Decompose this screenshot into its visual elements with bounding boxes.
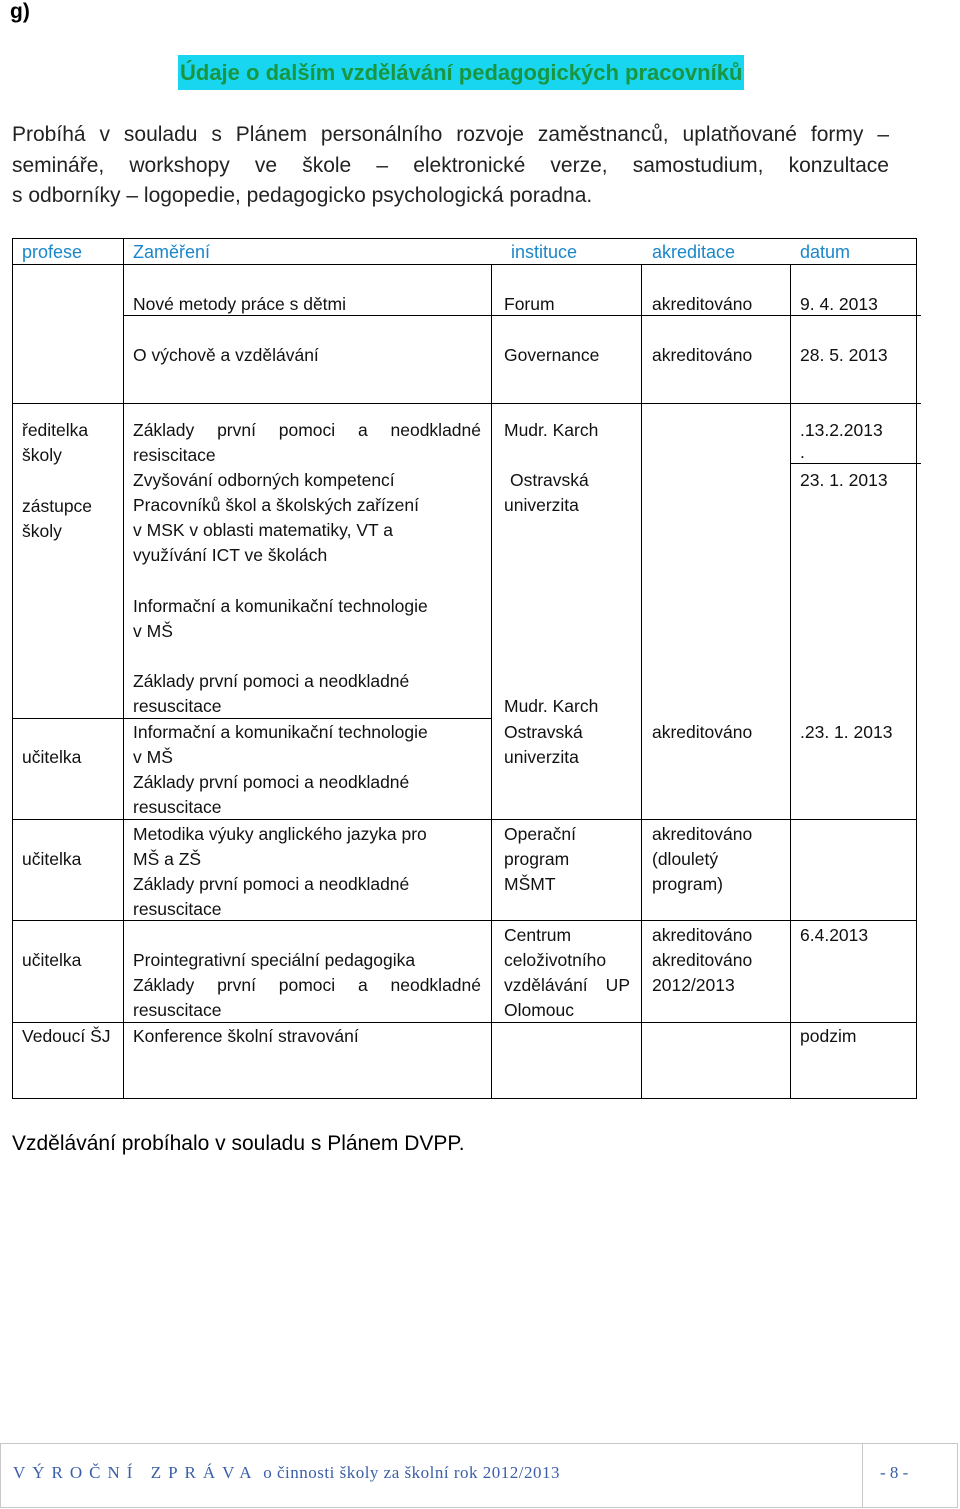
cell-zamereni: Prointegrativní speciální pedagogika	[133, 950, 416, 970]
table-border-right	[916, 238, 917, 1099]
section-letter: g)	[10, 0, 30, 23]
cell-zamereni: v MŠ	[133, 621, 173, 641]
cell-datum: .	[800, 442, 805, 462]
cell-zamereni: Nové metody práce s dětmi	[133, 294, 347, 314]
cell-datum: 23. 1. 2013	[800, 470, 888, 490]
footer-divider	[862, 1443, 863, 1508]
table-border-left	[12, 238, 13, 1099]
cell-profese: ředitelka	[22, 420, 89, 440]
cell-zamereni: Informační a komunikační technologie	[133, 722, 428, 742]
cell-zamereni: resuscitace	[133, 696, 222, 716]
table-row-divider	[790, 463, 921, 464]
table-row-divider	[12, 403, 921, 404]
cell-instituce: Ostravská	[504, 722, 583, 742]
cell-profese: učitelka	[22, 950, 82, 970]
cell-zamereni: Metodika výuky anglického jazyka pro	[133, 824, 427, 844]
cell-zamereni: Konference školní stravování	[133, 1026, 359, 1046]
page-title: Údaje o dalším vzdělávání pedagogických pracovníků	[178, 55, 744, 90]
intro-line: semináře, workshopy ve škole – elektronické verze, samostudium, konzultace	[12, 153, 889, 177]
cell-instituce: Forum	[504, 294, 555, 314]
footer-title	[13, 1463, 560, 1483]
cell-zamereni: Základy první pomoci a neodkladné	[133, 874, 410, 894]
cell-zamereni: v MSK v oblasti matematiky, VT a	[133, 520, 393, 540]
cell-profese: učitelka	[22, 747, 82, 767]
cell-akreditace: (dlouletý	[652, 849, 719, 869]
header-akreditace: akreditace	[652, 242, 736, 262]
cell-datum: .23. 1. 2013	[800, 722, 893, 742]
cell-akreditace: akreditováno	[652, 294, 753, 314]
cell-zamereni: Základy první pomoci a neodkladné	[133, 420, 481, 440]
cell-instituce: Governance	[504, 345, 600, 365]
cell-zamereni: Základy první pomoci a neodkladné	[133, 975, 481, 995]
cell-zamereni: resuscitace	[133, 899, 222, 919]
cell-akreditace: akreditováno	[652, 925, 753, 945]
intro-line: Probíhá v souladu s Plánem personálního rozvoje zaměstnanců, uplatňované formy –	[12, 123, 889, 146]
footer-title-main: VÝROČNÍ ZPRÁVA	[13, 1463, 259, 1482]
header-datum: datum	[800, 242, 851, 262]
cell-zamereni: v MŠ	[133, 747, 173, 767]
cell-profese: školy	[22, 521, 62, 541]
header-instituce: instituce	[511, 242, 578, 262]
cell-instituce: univerzita	[504, 747, 579, 767]
header-profese: profese	[22, 242, 83, 262]
cell-profese: školy	[22, 445, 62, 465]
cell-zamereni: Základy první pomoci a neodkladné	[133, 772, 410, 792]
table-border-bottom	[12, 1098, 916, 1099]
closing-sentence: Vzdělávání probíhalo v souladu s Plánem DVPP.	[12, 1132, 465, 1155]
cell-instituce: vzdělávání UP	[504, 975, 630, 995]
cell-akreditace: program)	[652, 874, 723, 894]
footer-title-rest: o činnosti školy za školní rok 2012/2013	[263, 1463, 560, 1482]
cell-instituce: univerzita	[504, 495, 579, 515]
table-row-divider	[12, 718, 491, 719]
cell-instituce: program	[504, 849, 570, 869]
cell-instituce: Mudr. Karch	[504, 696, 599, 716]
cell-instituce: Mudr. Karch	[504, 420, 599, 440]
page-number: - 8 -	[880, 1463, 909, 1482]
table-col-divider	[123, 238, 124, 1099]
cell-profese: zástupce	[22, 496, 93, 516]
table-border-top	[12, 238, 916, 239]
table-col-divider	[491, 264, 492, 1099]
cell-datum: 28. 5. 2013	[800, 345, 888, 365]
cell-zamereni: využívání ICT ve školách	[133, 545, 328, 565]
cell-datum: 9. 4. 2013	[800, 294, 878, 314]
cell-zamereni: Informační a komunikační technologie	[133, 596, 428, 616]
cell-profese: učitelka	[22, 849, 82, 869]
intro-line: s odborníky – logopedie, pedagogicko psychologická poradna.	[12, 184, 593, 207]
cell-zamereni: Pracovníků škol a školských zařízení	[133, 495, 419, 515]
cell-akreditace: akreditováno	[652, 950, 753, 970]
cell-akreditace: akreditováno	[652, 345, 753, 365]
cell-datum: 6.4.2013	[800, 925, 869, 945]
cell-zamereni: Zvyšování odborných kompetencí	[133, 470, 395, 490]
cell-instituce: Operační	[504, 824, 576, 844]
cell-datum: podzim	[800, 1026, 857, 1046]
cell-instituce: Ostravská	[510, 470, 589, 490]
cell-zamereni: Základy první pomoci a neodkladné	[133, 671, 410, 691]
cell-zamereni: resiscitace	[133, 445, 216, 465]
header-zamereni: Zaměření	[133, 242, 211, 262]
table-col-divider	[641, 264, 642, 1099]
cell-instituce: Olomouc	[504, 1000, 575, 1020]
cell-zamereni: resuscitace	[133, 797, 222, 817]
cell-instituce: Centrum	[504, 925, 572, 945]
cell-instituce: MŠMT	[504, 874, 556, 894]
cell-datum: .13.2.2013	[800, 420, 883, 440]
cell-akreditace: 2012/2013	[652, 975, 735, 995]
cell-profese: Vedoucí ŠJ	[22, 1026, 111, 1046]
intro-paragraph	[12, 120, 889, 212]
cell-zamereni: O výchově a vzdělávání	[133, 345, 319, 365]
cell-akreditace: akreditováno	[652, 722, 753, 742]
cell-zamereni: resuscitace	[133, 1000, 222, 1020]
cell-zamereni: MŠ a ZŠ	[133, 849, 202, 869]
table-col-divider	[790, 264, 791, 1099]
cell-instituce: celoživotního	[504, 950, 607, 970]
cell-akreditace: akreditováno	[652, 824, 753, 844]
